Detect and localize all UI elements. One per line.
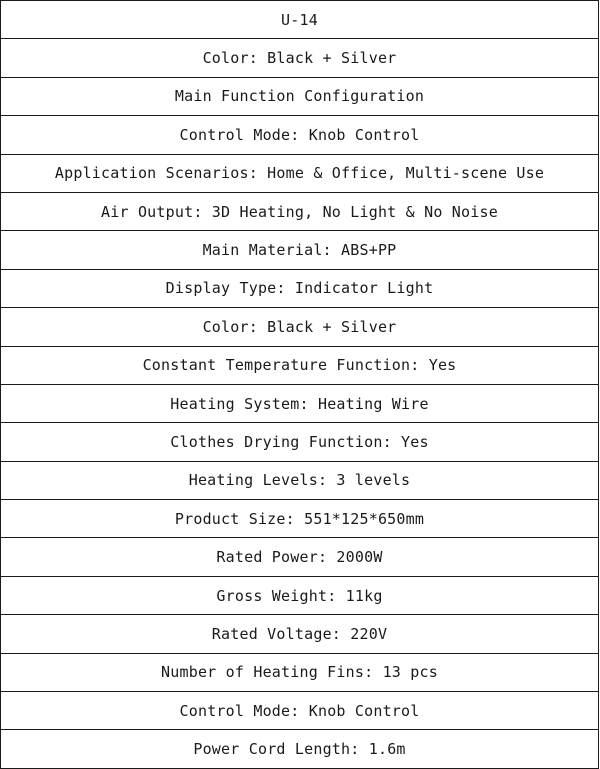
spec-cell: Control Mode: Knob Control (1, 692, 599, 730)
spec-cell: Gross Weight: 11kg (1, 576, 599, 614)
table-row (1, 576, 599, 614)
table-row (1, 231, 599, 269)
spec-cell: Power Cord Length: 1.6m (1, 730, 599, 768)
spec-cell: Display Type: Indicator Light (1, 269, 599, 307)
spec-cell: Heating Levels: 3 levels (1, 461, 599, 499)
spec-cell: Clothes Drying Function: Yes (1, 423, 599, 461)
model-cell: U-14 (1, 1, 599, 39)
spec-cell: Air Output: 3D Heating, No Light & No Noise (1, 192, 599, 230)
spec-table-body (1, 1, 599, 769)
spec-cell: Heating System: Heating Wire (1, 384, 599, 422)
spec-cell: Color: Black + Silver (1, 308, 599, 346)
table-row (1, 423, 599, 461)
table-row (1, 1, 599, 39)
table-row (1, 346, 599, 384)
table-row (1, 269, 599, 307)
table-row (1, 384, 599, 422)
table-row (1, 77, 599, 115)
table-row (1, 192, 599, 230)
table-row (1, 116, 599, 154)
table-row (1, 615, 599, 653)
spec-cell: Main Material: ABS+PP (1, 231, 599, 269)
table-row (1, 308, 599, 346)
table-row (1, 692, 599, 730)
spec-cell: Rated Power: 2000W (1, 538, 599, 576)
spec-cell: Rated Voltage: 220V (1, 615, 599, 653)
table-row (1, 39, 599, 77)
table-row (1, 500, 599, 538)
spec-cell: Constant Temperature Function: Yes (1, 346, 599, 384)
spec-cell: Number of Heating Fins: 13 pcs (1, 653, 599, 691)
spec-cell: Color: Black + Silver (1, 39, 599, 77)
table-row (1, 538, 599, 576)
table-row (1, 461, 599, 499)
section-heading-cell: Main Function Configuration (1, 77, 599, 115)
table-row (1, 154, 599, 192)
spec-cell: Application Scenarios: Home & Office, Multi-scene Use (1, 154, 599, 192)
spec-cell: Product Size: 551*125*650mm (1, 500, 599, 538)
table-row (1, 730, 599, 768)
table-row (1, 653, 599, 691)
spec-cell: Control Mode: Knob Control (1, 116, 599, 154)
